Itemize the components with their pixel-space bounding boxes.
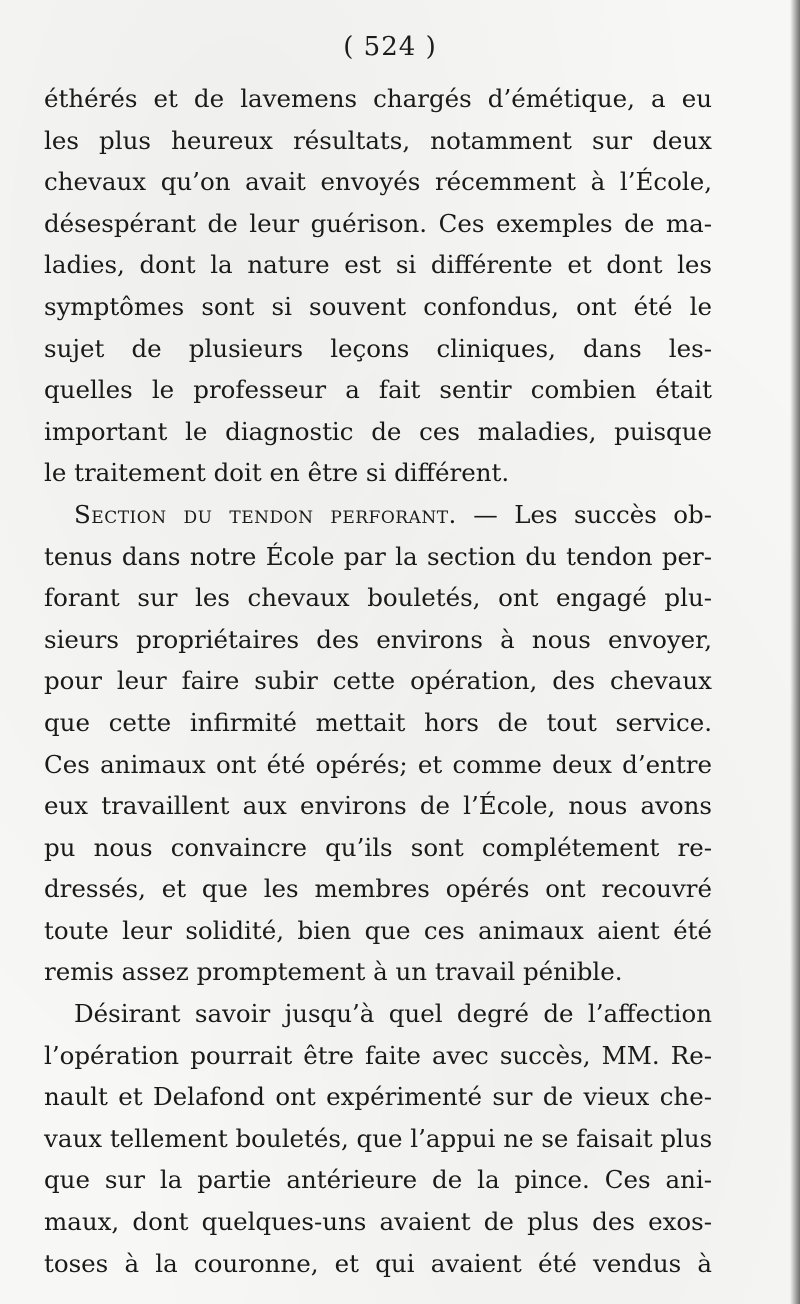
text-line: l’opération pourrait être faite avec succès, MM. Re- [44, 1040, 712, 1070]
text-line: sujet de plusieurs leçons cliniques, dans les- [44, 333, 712, 363]
text-line: le traitement doit en être si différent. [44, 458, 510, 488]
text-line: chevaux qu’on avait envoyés récemment à l’École, [44, 167, 712, 197]
paragraph-2 [44, 494, 712, 993]
text-line: eux travaillent aux environs de l’École, nous avons [44, 791, 712, 821]
text-line: que sur la partie antérieure de la pince. Ces ani- [44, 1165, 712, 1195]
text-line: que cette infirmité mettait hors de tout service. [44, 707, 712, 737]
text-line: éthérés et de lavemens chargés d’émétique, a eu [44, 84, 712, 113]
text-line: important le diagnostic de ces maladies, puisque [44, 416, 712, 446]
text-line: nault et Delafond ont expérimenté sur de vieux che- [44, 1082, 712, 1112]
text-line: Désirant savoir jusqu’à quel degré de l’affection [74, 999, 712, 1029]
text-line: symptômes sont si souvent confondus, ont été le [44, 291, 712, 321]
text-line: pour leur faire subir cette opération, des chevaux [44, 666, 712, 696]
text-line: toses à la couronne, et qui avaient été vendus à [44, 1248, 712, 1278]
paragraph-3 [44, 993, 712, 1284]
page-number: ( 524 ) [343, 32, 437, 62]
text-line: maux, dont quelques-uns avaient de plus des exos- [44, 1207, 712, 1237]
text-line: tenus dans notre École par la section du tendon per- [44, 541, 712, 571]
text-line: désespérant de leur guérison. Ces exemples de ma- [44, 208, 712, 238]
text-line: forant sur les chevaux bouletés, ont engagé plu- [44, 583, 712, 613]
section-heading-line [44, 494, 712, 536]
text-line: ladies, dont la nature est si différente et dont les [44, 250, 712, 280]
text-line: quelles le professeur a fait sentir combien était [44, 375, 712, 405]
section-heading: Section du tendon perforant. [74, 499, 457, 529]
text-line: pu nous convaincre qu’ils sont complétement re- [44, 832, 712, 862]
text-line: remis assez promptement à un travail pénible. [44, 957, 623, 987]
text-line: toute leur solidité, bien que ces animaux aient été [44, 915, 712, 945]
body-text [44, 78, 712, 1284]
text-line: les plus heureux résultats, notamment sur deux [44, 125, 712, 155]
text-line: Ces animaux ont été opérés; et comme deux d’entre [44, 749, 712, 779]
text-line: sieurs propriétaires des environs à nous envoyer, [44, 624, 712, 654]
text-line: dressés, et que les membres opérés ont recouvré [44, 874, 712, 904]
paragraph-1 [44, 78, 712, 494]
text-line: vaux tellement bouletés, que l’appui ne se faisait plus [44, 1123, 713, 1153]
text-run: — Les succès ob- [456, 499, 712, 529]
